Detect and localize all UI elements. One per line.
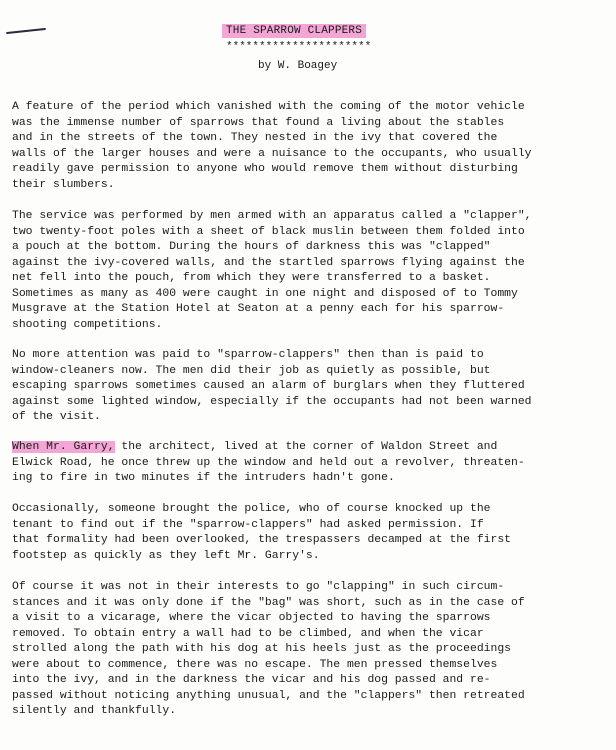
paragraph-2: The service was performed by men armed with an apparatus called a "clapper", two twenty-foot poles with a sheet of black muslin between them folded into a pouch at the bottom. During the hours of darkness this was "clapped" against the ivy-covered walls, and the startled sparrows flying against the net fell into the pouch, from which they were transferred to a basket. Sometimes as many as 400 were caught in one night and disposed of to Tommy Musgrave at the Station Hotel at Seaton at a penny each for his sparrow- shooting competitions. [12,210,532,331]
paragraph-1: A feature of the period which vanished with the coming of the motor vehicle was the immense number of sparrows that found a living about the stables and in the streets of the town. They nested in the ivy that covered the walls of the larger houses and were a nuisance to the occupants, who usually readily gave permission to anyone who would remove them without disturbing their slumbers. [12,101,532,191]
author-byline: by W. Boagey [258,60,338,72]
document-title: THE SPARROW CLAPPERS [222,24,366,38]
paragraph-6: Of course it was not in their interests to go "clapping" in such circum- stances and it was only done if the "bag" was short, such as in the case of a visit to a vicarage, where the vicar objected to having the sparrows removed. To obtain entry a wall had to be climbed, and when the vicar strolled along the path with his dog at his heels just as the proceedings were about to commence, there was no escape. The men pressed themselves into the ivy, and in the darkness the vicar and his dog passed and re- passed without noticing anything unusual, and the "clappers" then retreated silently and thankfully. [12,581,525,717]
paragraph-4-text: the architect, lived at the corner of Waldon Street and Elwick Road, he once threw up the window and held out a revolver, threaten- ing to fire in two minutes if the intruders hadn't gone. [12,441,525,484]
paragraph-4 [12,440,608,487]
title-underline: ********************** [226,41,372,53]
pen-mark [6,28,46,34]
paragraph-3: No more attention was paid to "sparrow-clappers" then than is paid to window-cleaners now. The men did their job as quietly as possible, but escaping sparrows sometimes caused an alarm of burglars when they fluttered against some lighted window, especially if the occupants had not been warned of the visit. [12,349,532,423]
paragraph-5: Occasionally, someone brought the police, who of course knocked up the tenant to find out if the "sparrow-clappers" had asked permission. If that formality had been overlooked, the trespassers decamped at the first footstep as quickly as they left Mr. Garry's. [12,503,511,562]
highlighted-phrase: When Mr. Garry, [12,441,115,453]
